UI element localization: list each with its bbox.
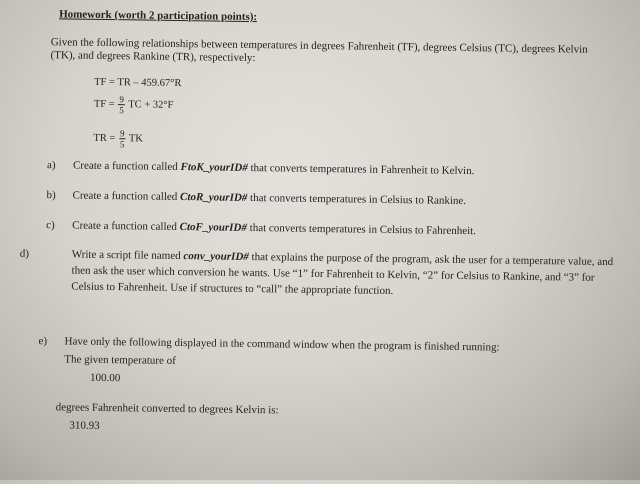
function-name: FtoK_yourID# [180, 161, 248, 174]
homework-heading: Homework (worth 2 participation points): [59, 8, 258, 24]
equation-rhs: TK [128, 133, 144, 145]
item-e: e) Have only the following displayed in the command window when the program is finished running: [38, 335, 500, 354]
output-value-result: 310.93 [69, 419, 100, 432]
intro-paragraph: Given the following relationships between temperatures in degrees Fahrenheit (TF), degrees Celsius (TC), degrees Kelvin (TK), and degrees Rankine (TR), respectively: [50, 36, 588, 65]
equation-r-from-k [93, 128, 143, 150]
fraction-nine-fifths: $\frac{9}{5}$ [119, 128, 125, 150]
script-name: conv_yourID# [183, 250, 249, 264]
output-line-given-temperature: The given temperature of [64, 353, 176, 367]
output-line-converted: degrees Fahrenheit converted to degrees Kelvin is: [55, 401, 279, 417]
equation-f-from-r: TF = TR – 459.67°R [94, 76, 182, 90]
fraction-nine-fifths: $\frac{9}{5}$ [119, 94, 124, 116]
item-b: b) Create a function called CtoR_yourID# that converts temperatures in Celsius to Rankine. [46, 189, 467, 208]
equation-lhs: TF = [93, 98, 115, 111]
equation-f-from-c [94, 94, 174, 116]
equation-rhs: TC + 32°F [128, 99, 174, 111]
equation-lhs: TR = [93, 132, 116, 145]
output-value-input: 100.00 [89, 371, 121, 385]
function-name: CtoF_yourID# [179, 221, 248, 234]
item-c: c) Create a function called CtoF_yourID# that converts temperatures in Celsius to Fahrenheit. [46, 219, 477, 238]
item-a: a) Create a function called FtoK_yourID# that converts temperatures in Fahrenheit to Kelvin. [46, 159, 475, 178]
item-d: d) Write a script file named conv_yourID# that explains the purpose of the program, ask the user for a temperature value, and then ask the user which conversion he wants. Use “1” for Fahrenheit to Kelvin, “2” for Celsius to Rankine, and “3” for Celsius to Fahrenheit. Use if structures to “call” the appropriate function. [19, 247, 614, 298]
function-name: CtoR_yourID# [180, 191, 248, 204]
